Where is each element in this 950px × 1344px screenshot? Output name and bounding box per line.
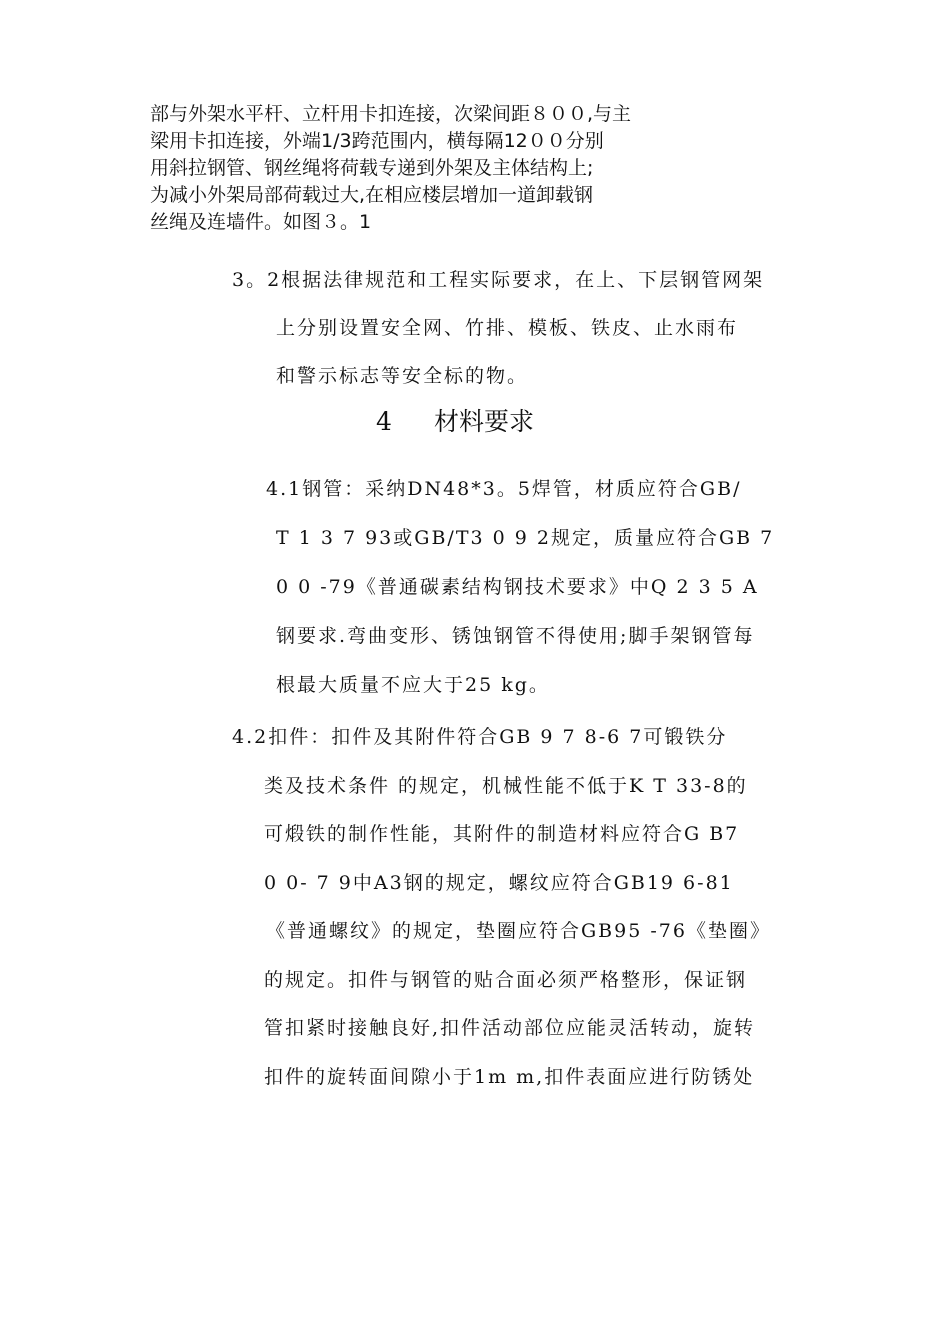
paragraph-3-2 [232,256,764,400]
text-line: 根最大质量不应大于25 kg。 [276,674,550,696]
text-line: 上分别设置安全网、竹排、模板、铁皮、止水雨布 [276,317,739,339]
text-line: 0 0- 7 9中A3钢的规定，螺纹应符合GB19 6-81 [264,871,734,894]
text-line: 扣件的旋转面间隙小于1m m,扣件表面应进行防锈处 [264,1065,755,1088]
text-line: 的规定。扣件与钢管的贴合面必须严格整形，保证钢 [264,968,748,991]
section-number: 4 [376,407,392,436]
text-line: T 1 3 7 93或GB/T3 0 9 2规定，质量应符合GB 7 [276,527,775,549]
section-heading [376,398,534,446]
paragraph-4-2 [232,713,771,1101]
text-line: 《普通螺纹》的规定，垫圈应符合GB95 -76《垫圈》 [266,920,771,942]
text-line: 为减小外架局部荷载过大,在相应楼层增加一道卸载钢 [150,184,594,206]
paragraph-4-1 [266,465,774,710]
text-line: 0 0 -79《普通碳素结构钢技术要求》中Q 2 3 5 A [276,576,759,598]
section-title: 材料要求 [434,407,535,436]
text-line: 钢要求.弯曲变形、锈蚀钢管不得使用;脚手架钢管每 [276,625,755,647]
text-line: 部与外架水平杆、立杆用卡扣连接，次梁间距８００,与主 [150,103,632,125]
paragraph-continuation [150,101,800,236]
text-line: 类及技术条件 的规定，机械性能不低于K T 33-8的 [264,774,748,797]
text-line: 和警示标志等安全标的物。 [276,365,529,387]
text-line: 管扣紧时接触良好,扣件活动部位应能灵活转动，旋转 [264,1017,756,1039]
text-line: 4.1钢管：采纳DN48*3。5焊管，材质应符合GB/ [266,478,742,500]
text-line: 3。2根据法律规范和工程实际要求，在上、下层钢管网架 [232,269,765,291]
text-line: 用斜拉钢管、钢丝绳将荷载专递到外架及主体结构上; [150,157,594,179]
text-line: 丝绳及连墙件。如图３。1 [150,211,372,233]
text-line: 4.2扣件：扣件及其附件符合GB 9 7 8-6 7可锻铁分 [232,726,728,748]
text-line: 可煅铁的制作性能，其附件的制造材料应符合G B7 [264,823,740,845]
text-line: 梁用卡扣连接，外端1/3跨范围内，横每隔12００分别 [150,130,604,152]
